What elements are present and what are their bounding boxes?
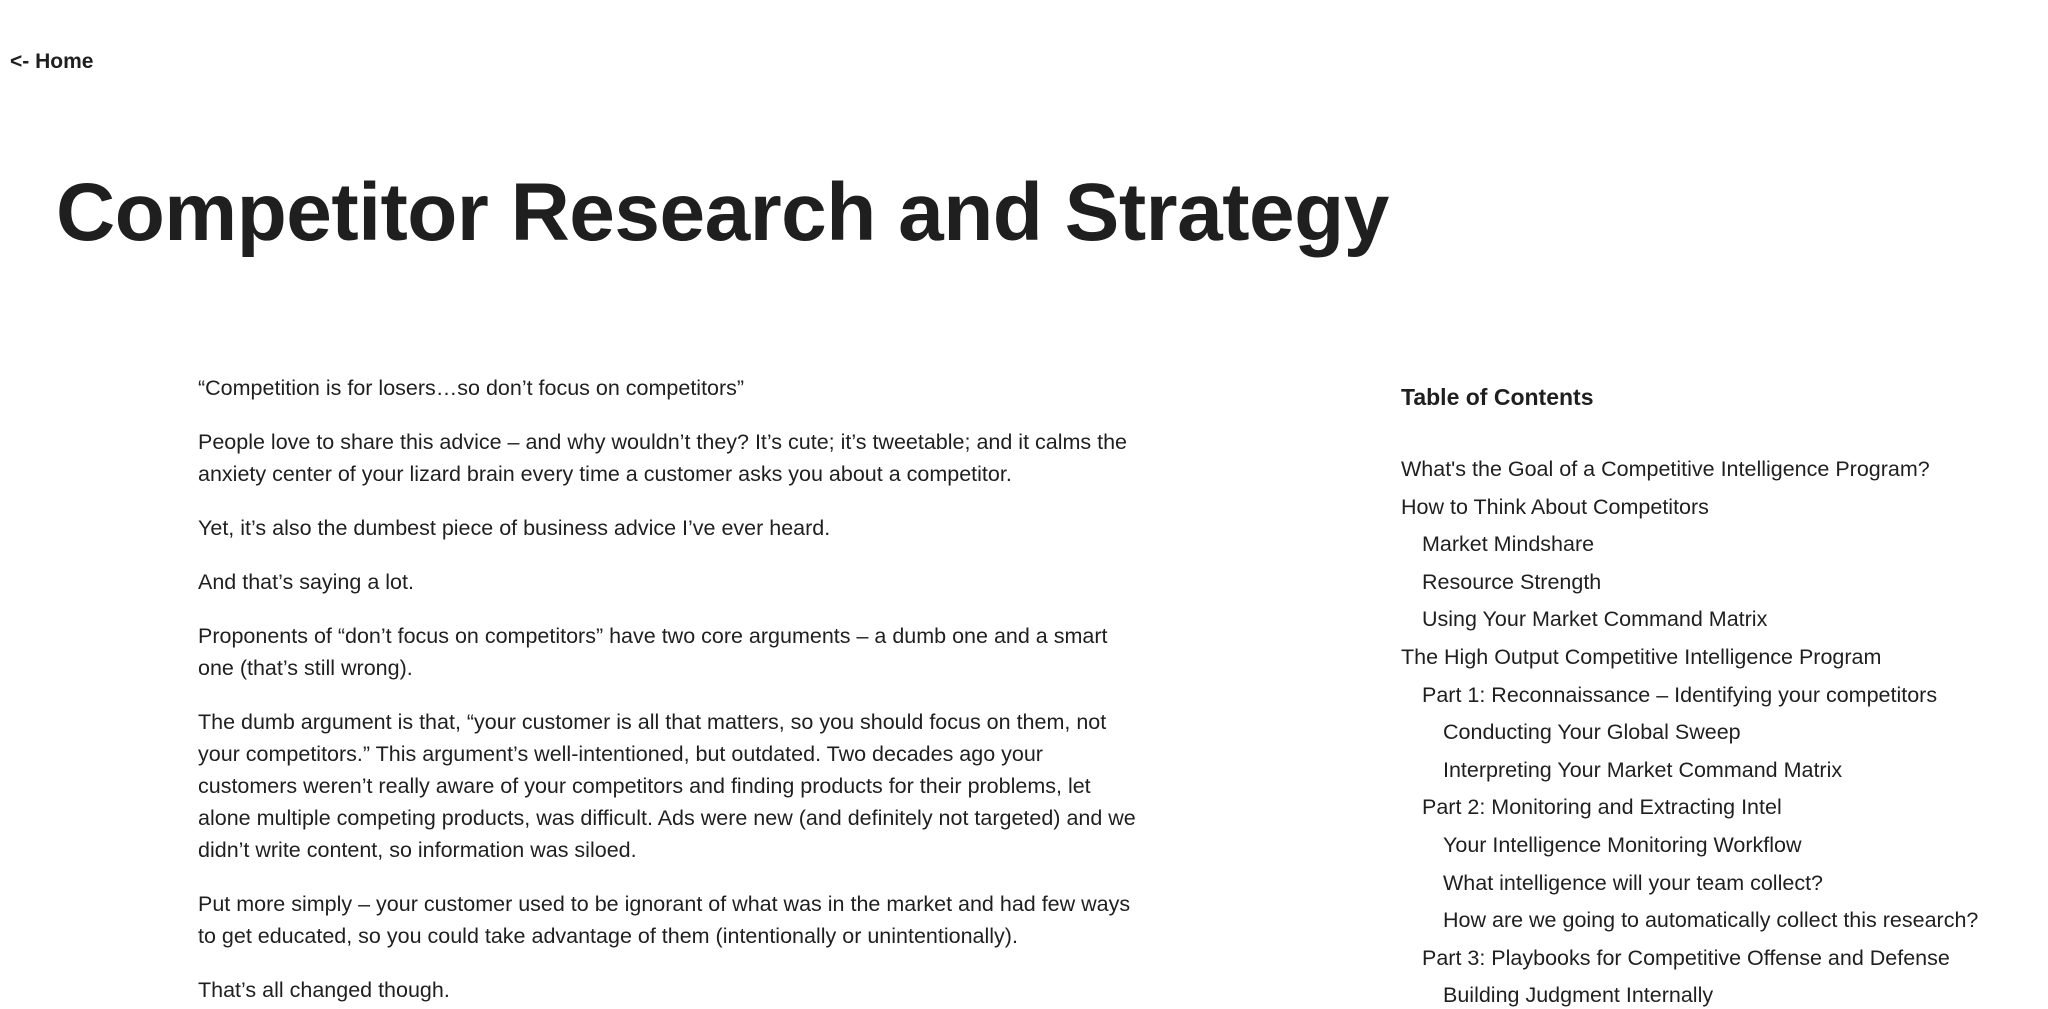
article-paragraph: And that’s saying a lot. bbox=[198, 570, 414, 594]
table-of-contents bbox=[1401, 384, 2041, 1009]
toc-item[interactable]: Part 3: Playbooks for Competitive Offense and Defense bbox=[1422, 945, 1950, 970]
article-paragraph: People love to share this advice – and why wouldn’t they? It’s cute; it’s tweetable; and it calms the anxiety center of your lizard brain every time a customer asks you about a competitor. bbox=[198, 430, 1128, 486]
toc-item[interactable]: Part 1: Reconnaissance – Identifying your competitors bbox=[1422, 682, 1938, 707]
toc-item[interactable]: Market Mindshare bbox=[1422, 532, 1595, 557]
toc-item[interactable]: How to Think About Competitors bbox=[1401, 494, 1709, 519]
home-link[interactable]: <- Home bbox=[10, 50, 94, 73]
toc-item[interactable]: The High Output Competitive Intelligence Program bbox=[1401, 644, 1882, 669]
toc-item[interactable]: Interpreting Your Market Command Matrix bbox=[1443, 757, 1843, 782]
toc-list bbox=[1401, 451, 2041, 1009]
toc-item[interactable]: Building Judgment Internally bbox=[1443, 983, 1714, 1008]
article-paragraph: Proponents of “don’t focus on competitors” have two core arguments – a dumb one and a smart one (that’s still wrong). bbox=[198, 624, 1108, 680]
toc-heading: Table of Contents bbox=[1401, 384, 1594, 410]
toc-item[interactable]: What intelligence will your team collect? bbox=[1443, 870, 1823, 895]
article-paragraph: The dumb argument is that, “your customer is all that matters, so you should focus on them, not your competitors.” This argument’s well-intentioned, but outdated. Two decades ago your customers weren’t really aware of your competitors and finding products for their problems, let alone multiple competing products, was difficult. Ads were new (and definitely not targeted) and we didn’t write content, so information was siloed. bbox=[198, 710, 1136, 862]
page-title: Competitor Research and Strategy bbox=[56, 167, 1389, 258]
article-paragraph: Put more simply – your customer used to be ignorant of what was in the market and had few ways to get educated, so you could take advantage of them (intentionally or unintentionally). bbox=[198, 892, 1131, 948]
article-paragraph: “Competition is for losers…so don’t focus on competitors” bbox=[198, 376, 745, 400]
article-paragraph: Yet, it’s also the dumbest piece of business advice I’ve ever heard. bbox=[198, 516, 831, 540]
toc-item[interactable]: Resource Strength bbox=[1422, 569, 1602, 594]
toc-item[interactable]: Using Your Market Command Matrix bbox=[1422, 607, 1768, 632]
article-body bbox=[198, 372, 1138, 1009]
toc-item[interactable]: Conducting Your Global Sweep bbox=[1443, 720, 1741, 745]
article-paragraph: That’s all changed though. bbox=[198, 978, 450, 1002]
toc-item[interactable]: What's the Goal of a Competitive Intelligence Program? bbox=[1401, 457, 1930, 481]
toc-item[interactable]: Part 2: Monitoring and Extracting Intel bbox=[1422, 795, 1782, 820]
toc-item[interactable]: How are we going to automatically collect this research? bbox=[1443, 908, 1979, 933]
toc-item[interactable]: Your Intelligence Monitoring Workflow bbox=[1443, 832, 1802, 857]
